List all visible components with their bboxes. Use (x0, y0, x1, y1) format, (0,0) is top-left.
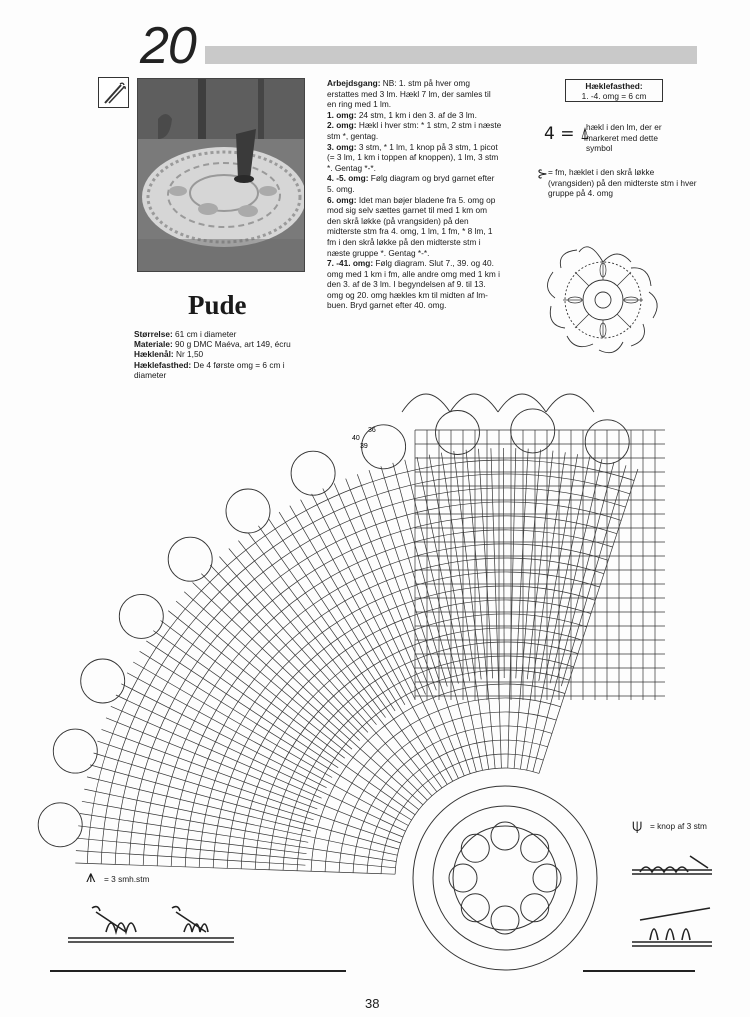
instruction-round-1: 1. omg: 24 stm, 1 km i den 3. af de 3 lm. (327, 109, 477, 120)
pattern-number: 20 (140, 17, 196, 75)
legend-text: hækl i den lm, der er markeret med dette symbol (586, 122, 662, 153)
legend-text: = 3 smh.stm (104, 874, 150, 884)
page-number: 38 (365, 996, 380, 1011)
round-label: 40 (352, 435, 360, 442)
spec-size: Størrelse: 61 cm i diameter (134, 329, 237, 339)
instruction-round-7-41: 7. -41. omg: Følg diagram. Slut 7., 39. og 40. omg med 1 km i fm, alle andre omg med 1 km i den 3. af de 3 lm. I begyndelsen af 9. til 13. omg og 20. omg hækles km til midten af lm-buen. Bryd garnet efter 40. omg. (327, 258, 500, 311)
back-loop-sc-icon: ⊱ (537, 167, 548, 182)
marked-chain-icon: 4 = ⍋ (544, 124, 591, 144)
instruction-start: Arbejdsgang: NB: 1. stm på hver omg erstattes med 3 lm. Hækl 7 lm, der samles til en ring med 1 lm. (327, 78, 491, 110)
pattern-title: Pude (188, 290, 247, 320)
spec-gauge: Hæklefasthed: De 4 første omg = 6 cm i diameter (134, 359, 285, 380)
instruction-round-3: 3. omg: 3 stm, * 1 lm, 1 knop på 3 stm, 1 picot (= 3 lm, 1 km i toppen af knoppen), 1 lm, 3 stm *. Gentag *-*. (327, 141, 499, 173)
stitch-illustration-left (66, 902, 236, 952)
footer-rule (50, 970, 346, 972)
legend-text: = fm, hæklet i den skrå løkke (vrangsiden) på den midterste stm i hver gruppe på 4. omg (548, 167, 697, 198)
three-together-icon: ⩚ (86, 867, 96, 887)
gauge-title: Hæklefasthed: (585, 81, 643, 91)
gauge-value: 1. -4. omg = 6 cm (581, 91, 647, 101)
spec-hook: Hæklenål: Nr 1,50 (134, 349, 204, 360)
footer-rule (583, 970, 695, 972)
stitch-illustration-right (630, 850, 715, 970)
spec-material: Materiale: 90 g DMC Maéva, art 149, écru (134, 339, 291, 350)
instruction-round-6: 6. omg: Idet man bøjer bladene fra 5. omg op mod sig selv sættes garnet til med 1 km om den skrå løkke (på vrangsiden) på den midterste stm fra 4. omg, 1 lm, 1 fm, * 8 lm, 1 fm i den skrå løkke på den midterste stm i næste gruppe *. Gentag *-*. (327, 194, 496, 258)
legend-text: = knop af 3 stm (650, 821, 707, 831)
round-label: 36 (368, 427, 376, 434)
puff-stitch-icon: ⍦ (632, 816, 643, 836)
round-label: 39 (360, 443, 368, 450)
instruction-round-2: 2. omg: Hækl i hver stm: * 1 stm, 2 stm i næste stm *, gentag. (327, 120, 502, 141)
instruction-round-4-5: 4. -5. omg: Følg diagram og bryd garnet efter 5. omg. (327, 173, 495, 194)
